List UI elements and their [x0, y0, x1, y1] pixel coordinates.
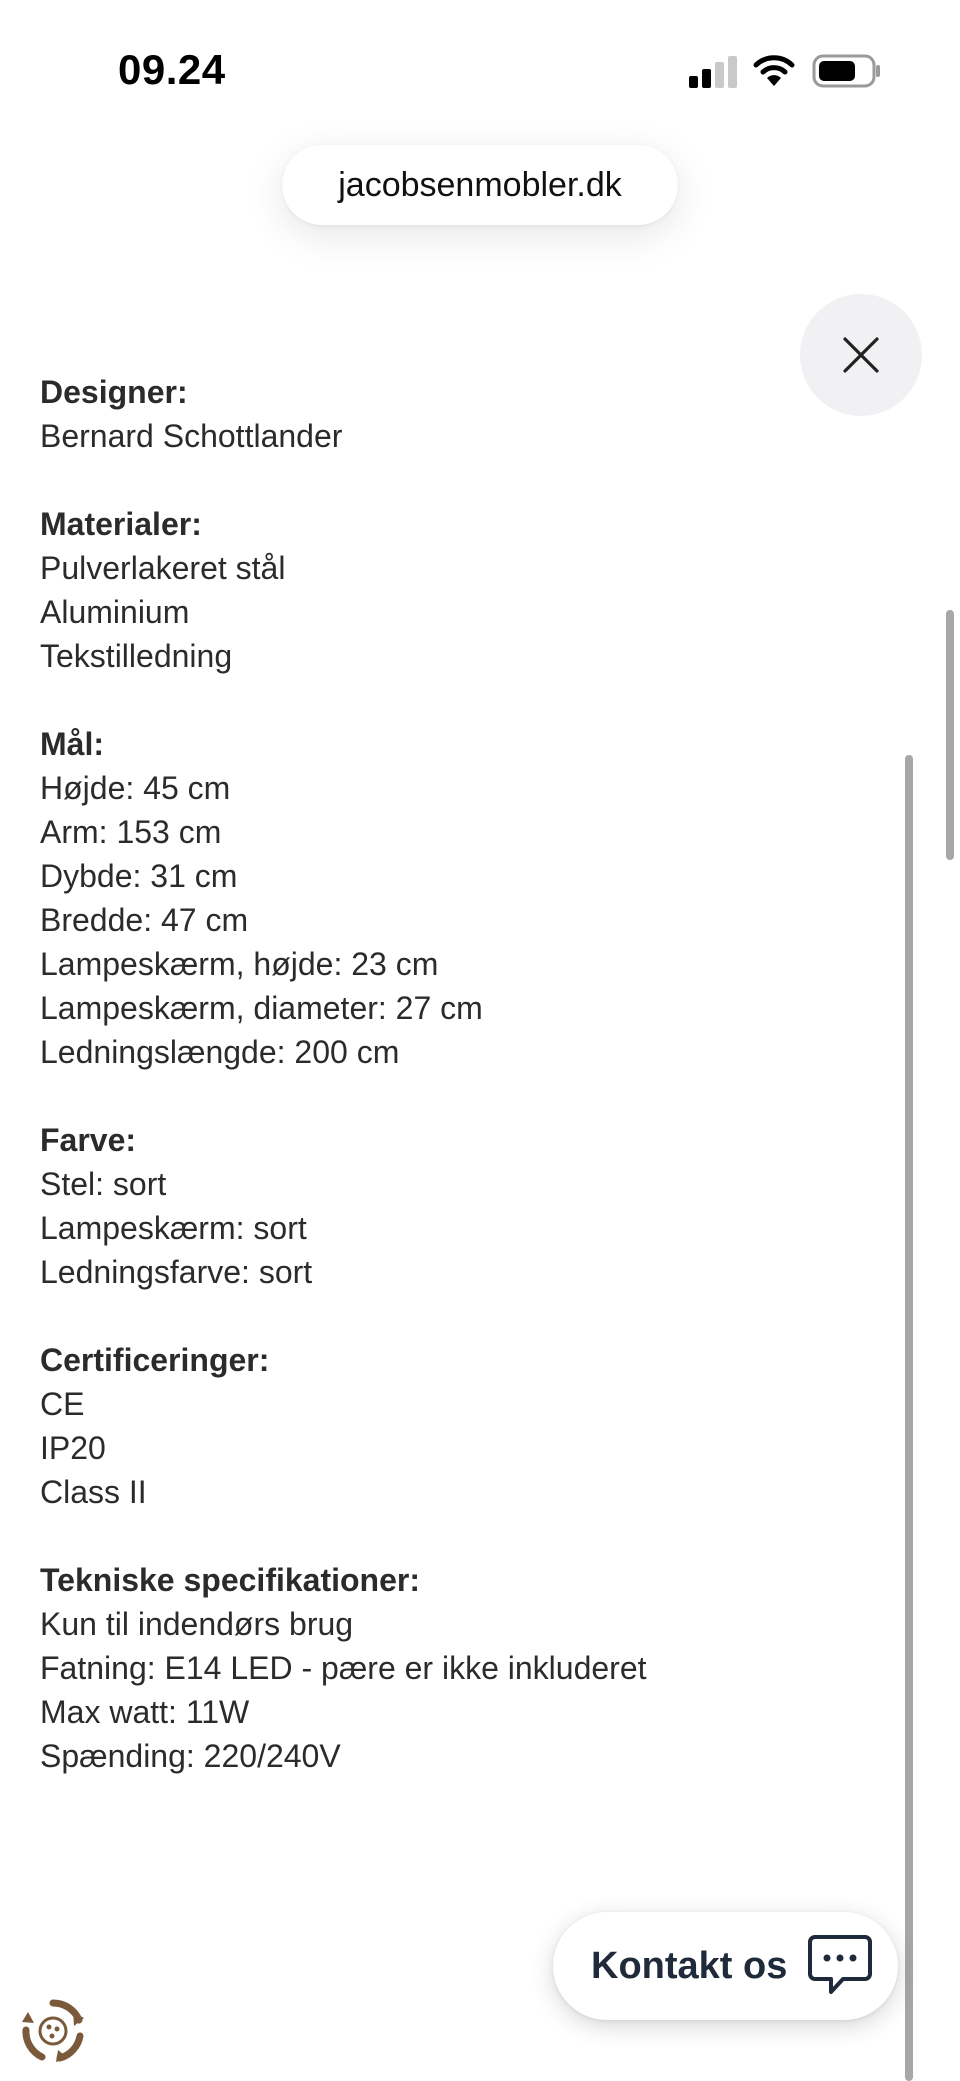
spec-value: Aluminium: [40, 594, 190, 630]
panel-scrollbar[interactable]: [905, 755, 913, 2081]
chat-bubble-icon: [807, 1934, 873, 1996]
spec-label: Farve:: [40, 1122, 137, 1158]
contact-button[interactable]: [553, 1912, 898, 2020]
spec-materials: [40, 502, 900, 678]
address-bar-url: jacobsenmobler.dk: [338, 165, 622, 204]
spec-list: [40, 370, 900, 1822]
spec-label: Certificeringer:: [40, 1342, 270, 1378]
status-time: 09.24: [118, 46, 226, 93]
address-bar[interactable]: [282, 145, 678, 225]
spec-value: Stel: sort: [40, 1166, 167, 1202]
spec-color: [40, 1118, 900, 1294]
spec-value: Tekstilledning: [40, 638, 233, 674]
spec-value: Ledningslængde: 200 cm: [40, 1034, 400, 1070]
spec-technical: [40, 1558, 900, 1778]
close-icon: [841, 335, 881, 375]
spec-value: Max watt: 11W: [40, 1694, 250, 1730]
spec-value: Ledningsfarve: sort: [40, 1254, 313, 1290]
spec-value: Pulverlakeret stål: [40, 550, 286, 586]
spec-value: Højde: 45 cm: [40, 770, 231, 806]
spec-value: Lampeskærm, højde: 23 cm: [40, 946, 439, 982]
spec-value: Dybde: 31 cm: [40, 858, 238, 894]
spec-value: Lampeskærm: sort: [40, 1210, 307, 1246]
contact-button-label: Kontakt os: [591, 1945, 788, 1987]
spec-value: Bernard Schottlander: [40, 418, 343, 454]
page-scrollbar-thumb[interactable]: [946, 610, 954, 860]
spec-label: Tekniske specifikationer:: [40, 1562, 420, 1598]
spec-value: IP20: [40, 1430, 106, 1466]
wifi-icon: [752, 52, 796, 88]
status-bar: [0, 0, 960, 130]
spec-value: Arm: 153 cm: [40, 814, 222, 850]
spec-value: CE: [40, 1386, 85, 1422]
spec-label: Materialer:: [40, 506, 202, 542]
battery-icon: [812, 54, 882, 88]
recycle-icon[interactable]: [18, 1996, 88, 2066]
spec-label: Mål:: [40, 726, 104, 762]
spec-certifications: [40, 1338, 900, 1514]
spec-label: Designer:: [40, 374, 188, 410]
spec-value: Lampeskærm, diameter: 27 cm: [40, 990, 483, 1026]
spec-value: Bredde: 47 cm: [40, 902, 249, 938]
spec-value: Spænding: 220/240V: [40, 1738, 341, 1774]
spec-value: Kun til indendørs brug: [40, 1606, 354, 1642]
spec-value: Fatning: E14 LED - pære er ikke inkluderet: [40, 1650, 647, 1686]
spec-value: Class II: [40, 1474, 147, 1510]
spec-designer: [40, 370, 900, 458]
signal-icon: [689, 56, 737, 88]
spec-dimensions: [40, 722, 900, 1074]
